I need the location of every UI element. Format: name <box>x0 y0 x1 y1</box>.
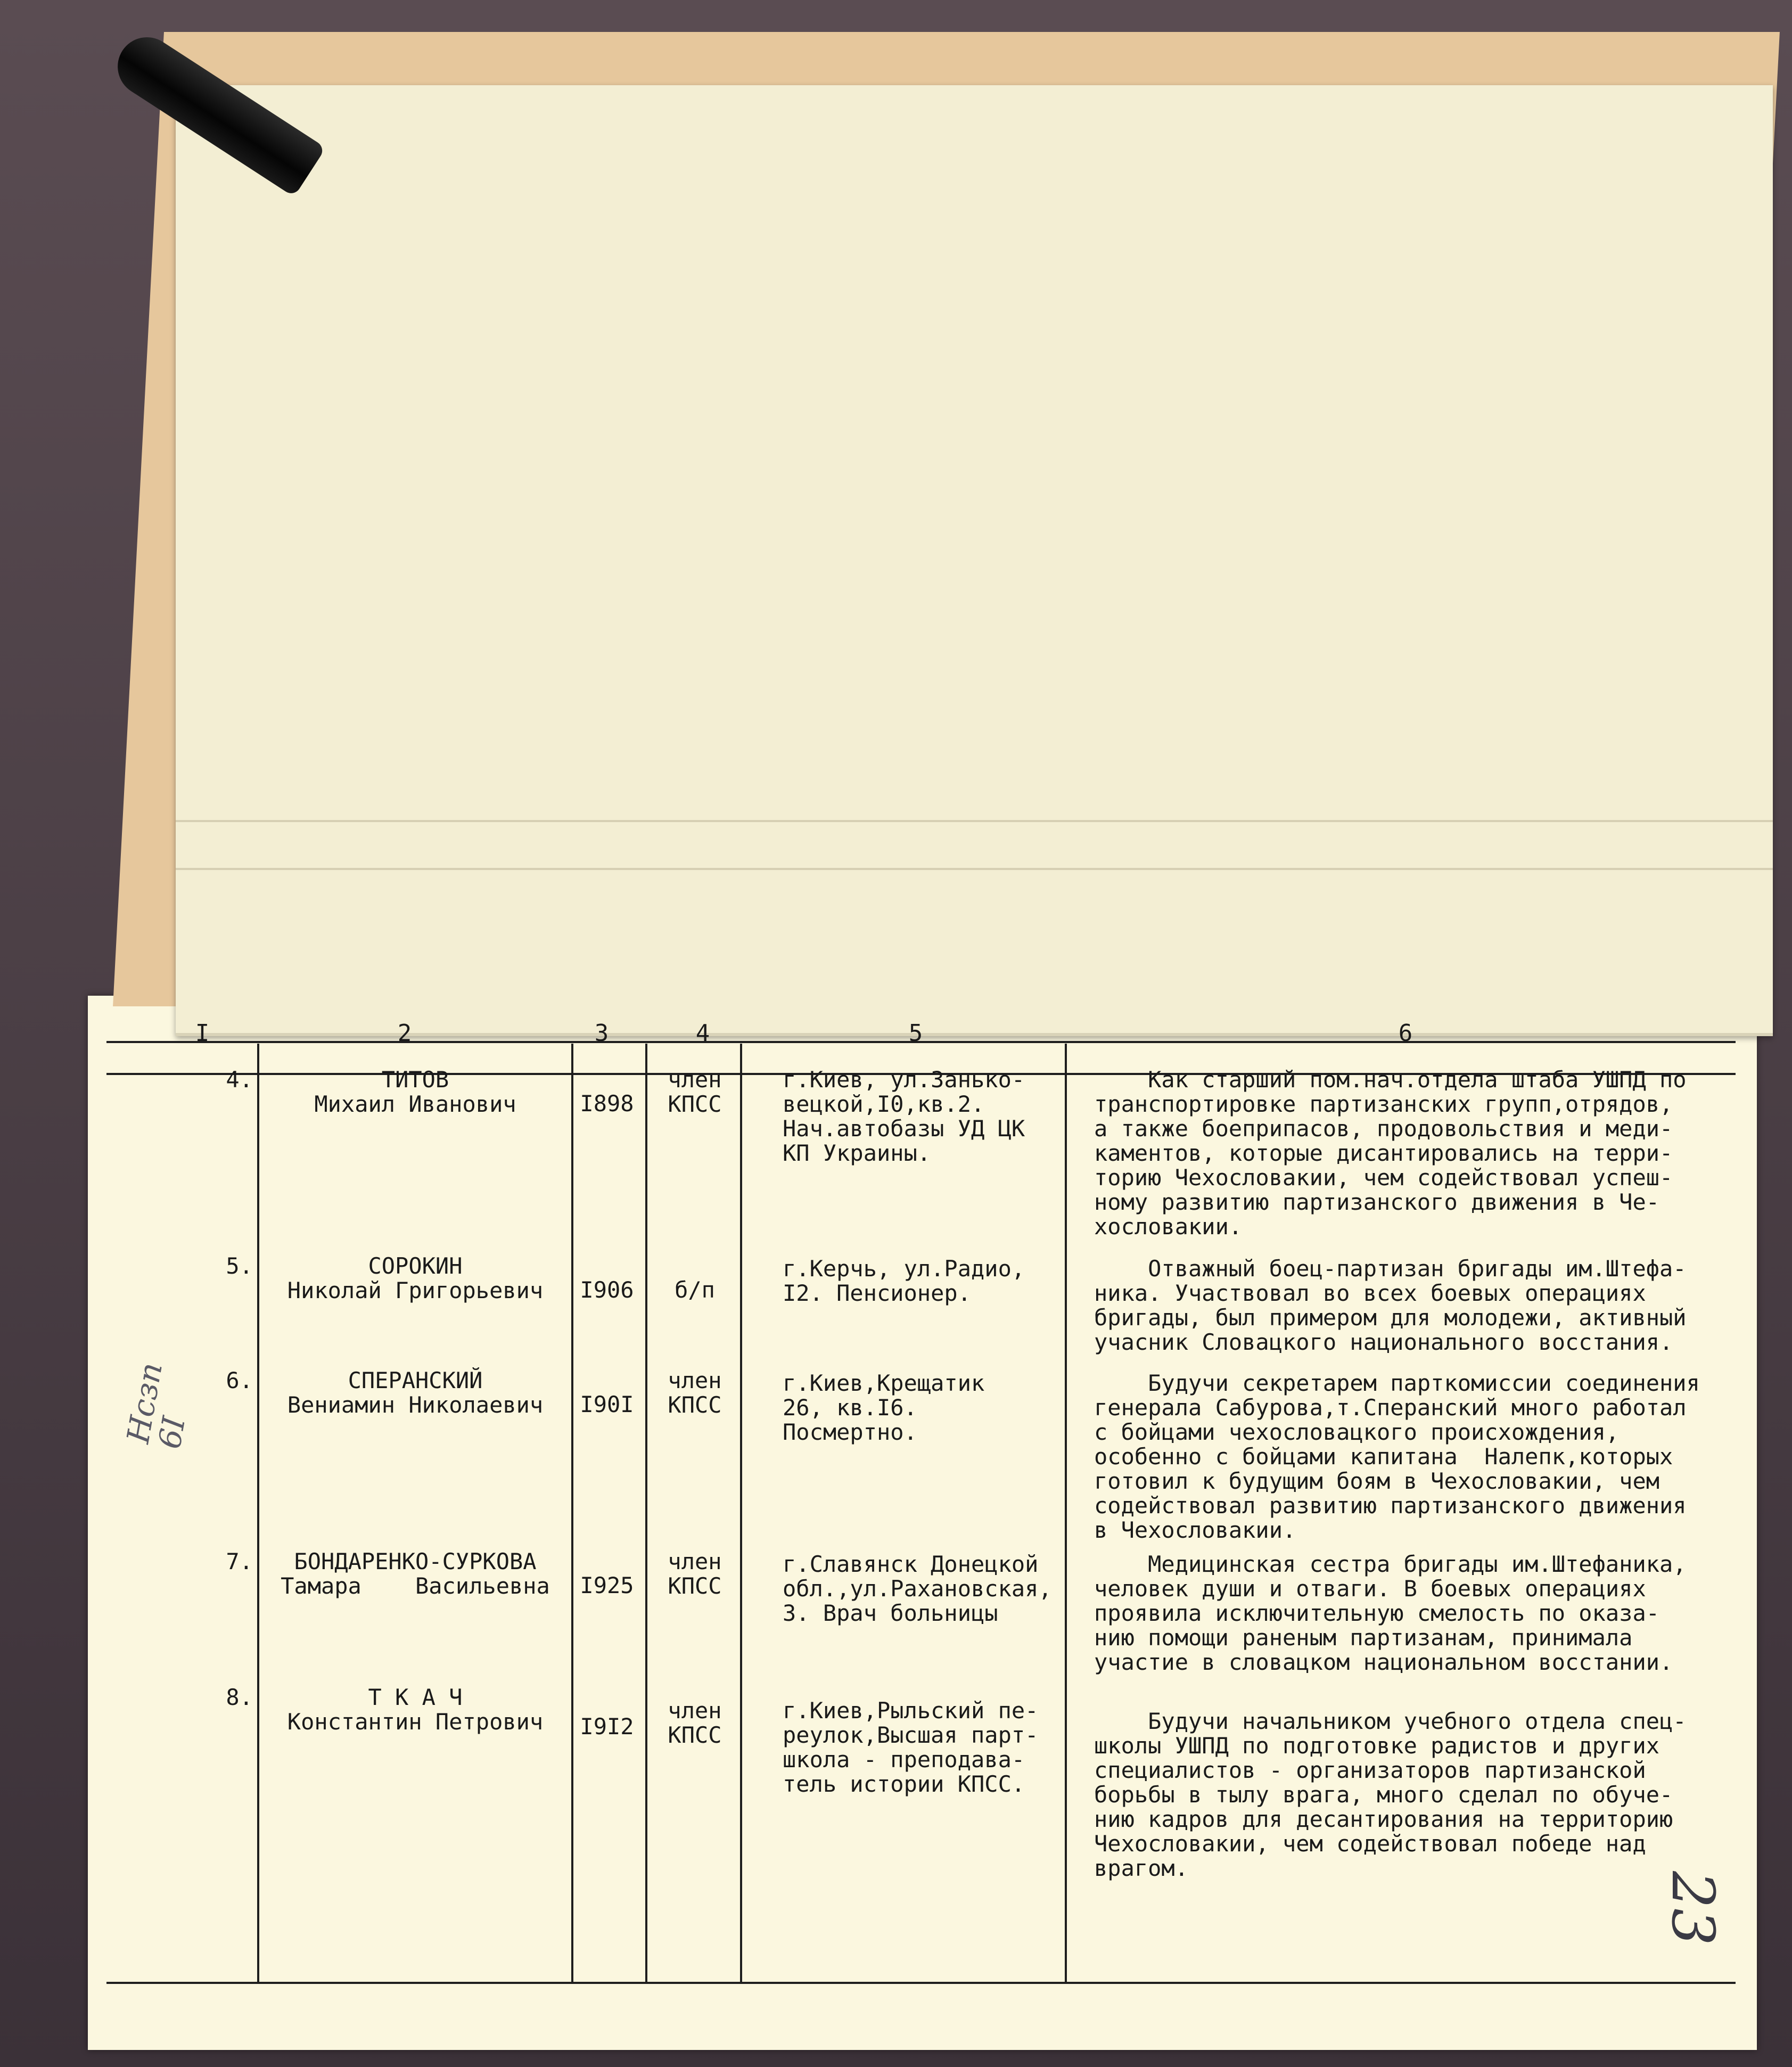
birth-year: I925 <box>580 1572 634 1598</box>
party-status: член КПСС <box>668 1067 722 1117</box>
row-number: 7. <box>226 1548 253 1574</box>
person-name: Т К А Ч Константин Петрович <box>287 1684 544 1735</box>
merit-description: Отважный боец-партизан бригады им.Штефа- ника. Участвовал во всех боевых операциях бригады, был примером для молодежи, активный учасник Словацкого национального восстания. <box>1094 1256 1687 1355</box>
header-col-2: 2 <box>397 1020 412 1047</box>
address: г.Керчь, ул.Радио, I2. Пенсионер. <box>783 1256 1025 1306</box>
row-number: 6. <box>226 1367 253 1393</box>
address: г.Киев,Рыльский пе- реулок,Высшая парт- школа - преподава- тель истории КПСС. <box>783 1697 1039 1797</box>
merit-description: Медицинская сестра бригады им.Штефаника, человек души и отваги. В боевых операциях проявила исключительную смелость по оказа- нию помощи раненым партизанам, принимала участие в словацком национальном восстании. <box>1094 1551 1687 1675</box>
row-number: 5. <box>226 1253 253 1279</box>
header-col-3: 3 <box>594 1020 609 1047</box>
handwritten-page-number: 23 <box>1658 1871 1727 1946</box>
ghost-table-line <box>176 868 1773 870</box>
address: г.Киев,Крещатик 26, кв.I6. Посмертно. <box>783 1370 985 1445</box>
birth-year: I9I2 <box>580 1713 634 1740</box>
row-number: 4. <box>226 1067 253 1093</box>
column-rule <box>645 1044 647 1983</box>
birth-year: I90I <box>580 1391 634 1417</box>
person-name: СОРОКИН Николай Григорьевич <box>287 1253 544 1303</box>
row-number: 8. <box>226 1684 253 1710</box>
merit-description: Как старший пом.нач.отдела штаба УШПД по транспортировке партизанских групп,отрядов, а также боеприпасов, продовольствия и меди- каментов, которые дисантировались на терри- торию Чехословакии, чем содействовал успеш- ному развитию партизанского движения в Че- хословакии. <box>1094 1067 1687 1240</box>
person-name: БОНДАРЕНКО-СУРКОВА Тамара Васильевна <box>281 1548 550 1599</box>
folded-sheet <box>176 85 1773 1036</box>
birth-year: I898 <box>580 1090 634 1117</box>
header-col-1: I <box>195 1020 210 1047</box>
person-name: СПЕРАНСКИЙ Вениамин Николаевич <box>287 1367 544 1418</box>
address: г.Славянск Донецкой обл.,ул.Рахановская, 3. Врач больницы <box>783 1551 1052 1626</box>
column-rule <box>1065 1044 1067 1983</box>
header-col-5: 5 <box>908 1020 923 1047</box>
column-rule <box>740 1044 742 1983</box>
party-status: член КПСС <box>668 1697 722 1748</box>
header-col-4: 4 <box>695 1020 710 1047</box>
party-status: б/п <box>675 1277 715 1303</box>
header-col-6: 6 <box>1398 1020 1413 1047</box>
merit-description: Будучи секретарем парткомиссии соединения генерала Сабурова,т.Сперанский много работал с бойцами чехословацкого происхождения, особенно с бойцами капитана Налепк,которых готовил к будущим боям в Чехословакии, чем содействовал развитию партизанского движения в Чехословакии. <box>1094 1370 1700 1543</box>
column-rule <box>257 1044 259 1983</box>
table-bottom-rule <box>106 1982 1736 1984</box>
handwritten-margin-note: Нсзп 6I <box>119 1360 193 1451</box>
ghost-table-line <box>176 820 1773 822</box>
party-status: член КПСС <box>668 1367 722 1418</box>
column-rule <box>571 1044 573 1983</box>
merit-description: Будучи начальником учебного отдела спец- школы УШПД по подготовке радистов и других специалистов - организаторов партизанской борьбы в тылу врага, много сделал по обуче- нию кадров для десантирования на территорию Чехословакии, чем содействовал победе над врагом. <box>1094 1708 1687 1881</box>
address: г.Киев, ул.Занько- вецкой,I0,кв.2. Нач.автобазы УД ЦК КП Украины. <box>783 1067 1025 1166</box>
party-status: член КПСС <box>668 1548 722 1599</box>
birth-year: I906 <box>580 1277 634 1303</box>
person-name: ТИТОВ Михаил Иванович <box>314 1067 516 1117</box>
